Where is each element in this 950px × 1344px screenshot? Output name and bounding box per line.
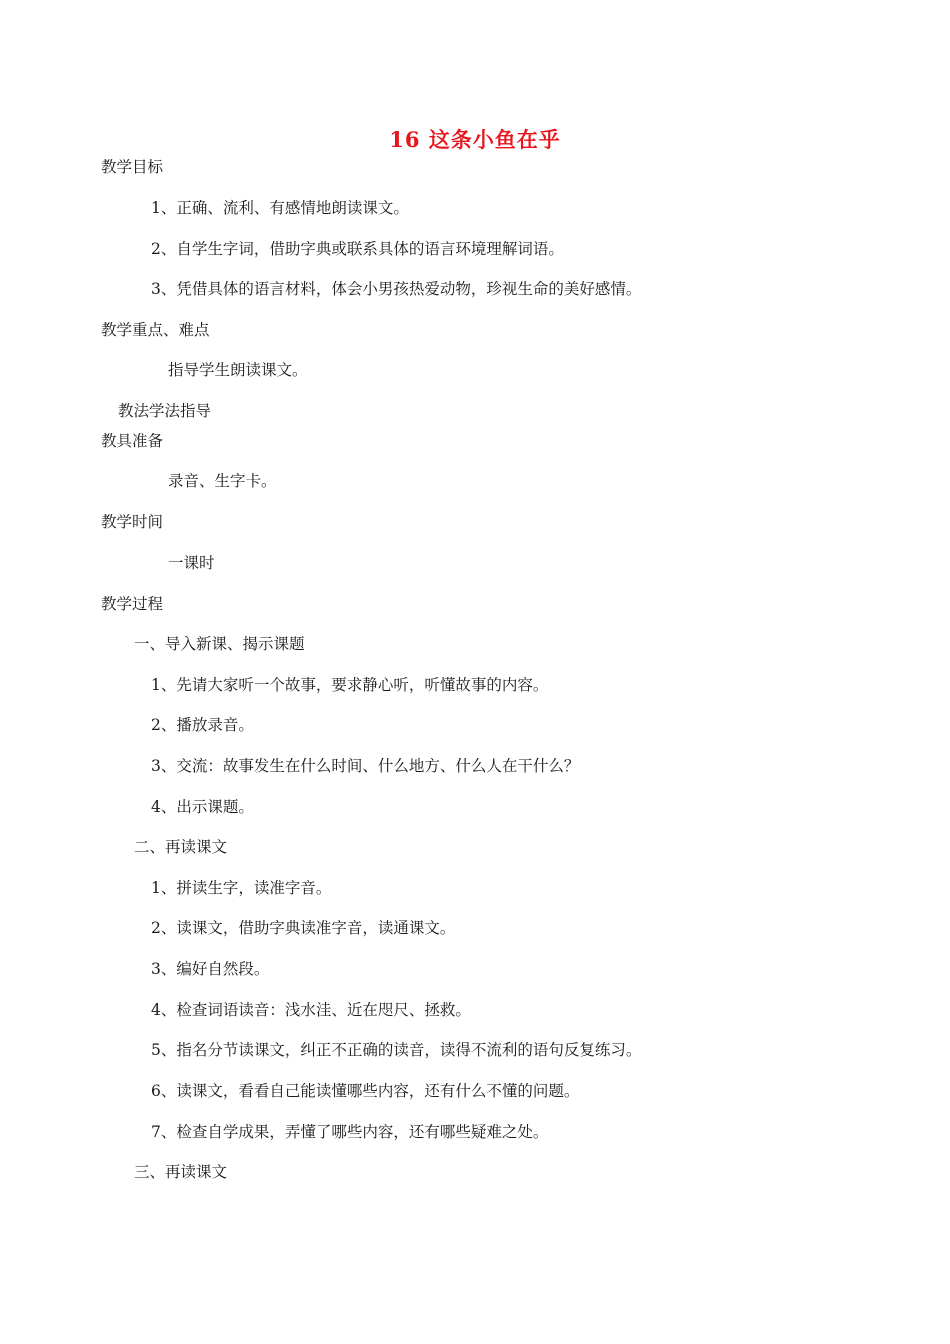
heading-teaching-time: 教学时间 [101,513,164,531]
heading-key-points: 教学重点、难点 [101,321,210,339]
section-3-heading: 三、再读课文 [134,1163,228,1181]
section-2-item-5: 5、指名分节读课文，纠正不正确的读音，读得不流利的语句反复练习。 [151,1041,642,1059]
heading-teaching-process: 教学过程 [101,595,164,613]
section-2-item-4: 4、检查词语读音：浅水洼、近在咫尺、拯救。 [151,1001,471,1019]
section-2-heading: 二、再读课文 [134,838,228,856]
key-points-text: 指导学生朗读课文。 [168,361,308,379]
section-1-item-1: 1、先请大家听一个故事，要求静心听，听懂故事的内容。 [151,676,549,694]
teaching-time-text: 一课时 [168,554,215,572]
section-2-item-3: 3、编好自然段。 [151,960,270,978]
section-1-heading: 一、导入新课、揭示课题 [134,635,305,653]
heading-teaching-goals: 教学目标 [101,158,164,176]
heading-materials: 教具准备 [101,432,164,450]
section-2-item-1: 1、拼读生字，读准字音。 [151,879,332,897]
goal-item-1: 1、正确、流利、有感情地朗读课文。 [151,199,409,217]
section-2-item-6: 6、读课文，看看自己能读懂哪些内容，还有什么不懂的问题。 [151,1082,580,1100]
heading-method-guidance: 教法学法指导 [118,402,212,420]
document-title: 16 这条小鱼在乎 [389,127,561,152]
section-1-item-3: 3、交流：故事发生在什么时间、什么地方、什么人在干什么？ [151,757,580,775]
goal-item-2: 2、自学生字词，借助字典或联系具体的语言环境理解词语。 [151,240,564,258]
section-1-item-2: 2、播放录音。 [151,716,254,734]
goal-item-3: 3、凭借具体的语言材料，体会小男孩热爱动物，珍视生命的美好感情。 [151,280,642,298]
section-2-item-2: 2、读课文，借助字典读准字音，读通课文。 [151,919,456,937]
section-1-item-4: 4、出示课题。 [151,798,254,816]
section-2-item-7: 7、检查自学成果，弄懂了哪些内容，还有哪些疑难之处。 [151,1123,549,1141]
materials-text: 录音、生字卡。 [168,472,277,490]
